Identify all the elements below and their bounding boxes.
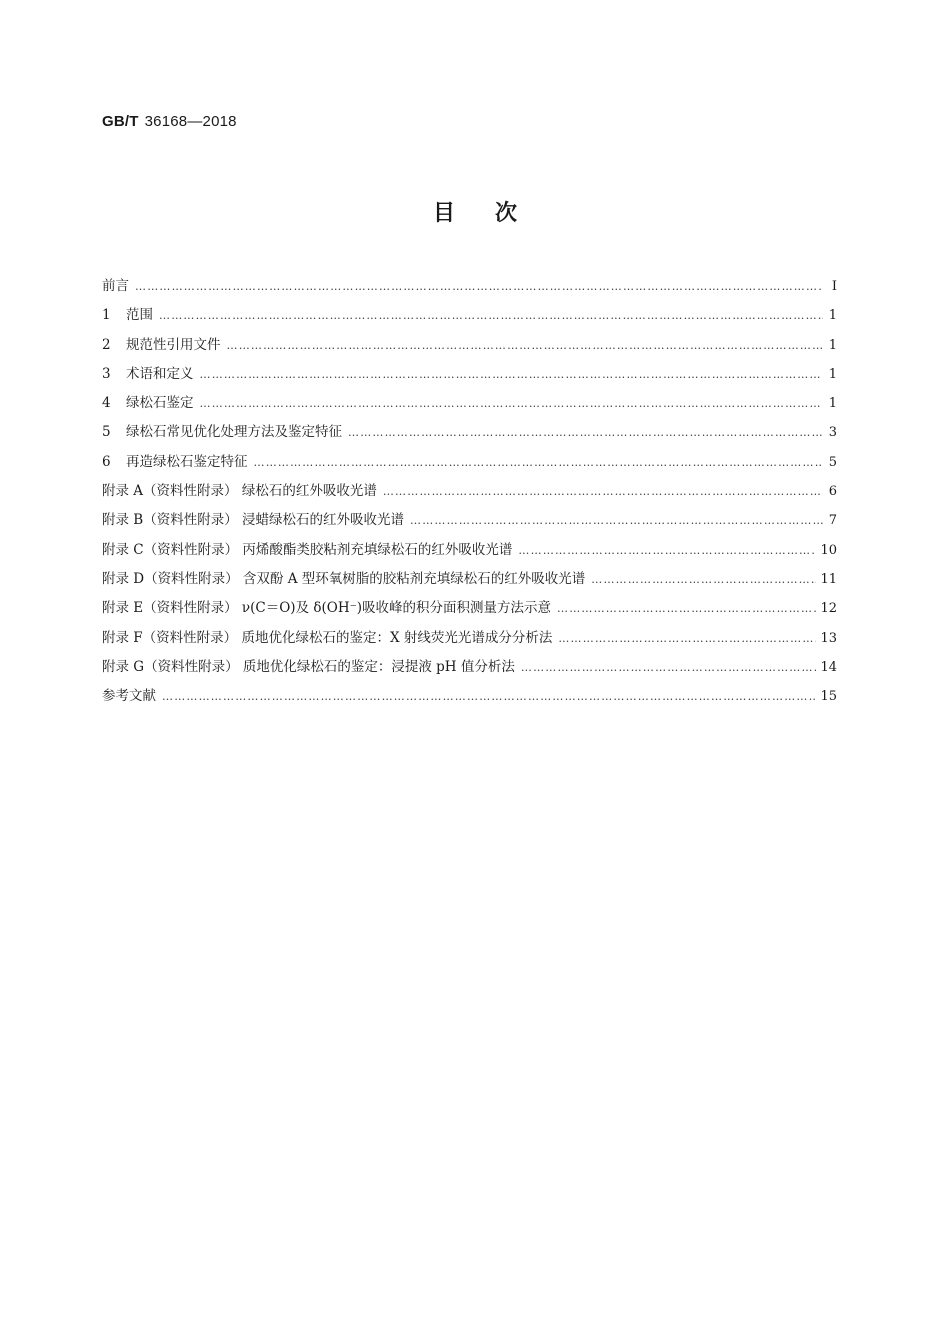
toc-page-number: 1	[828, 337, 837, 353]
toc-entry-reconstructed[interactable]	[102, 450, 837, 479]
toc-leader-dots	[410, 514, 823, 527]
toc-page-number: 5	[828, 454, 837, 470]
toc-leader-dots	[591, 573, 816, 586]
toc-section-number: 1	[102, 307, 111, 324]
toc-label: 附录 E（资料性附录） ν(C＝O)及 δ(OH⁻)吸收峰的积分面积测量方法示意	[102, 600, 551, 617]
toc-leader-dots	[557, 602, 816, 615]
toc-section-number: 4	[102, 395, 111, 412]
toc-leader-dots	[348, 426, 823, 439]
toc-leader-dots	[200, 368, 824, 381]
toc-entry-normative-references[interactable]	[102, 333, 837, 362]
toc-label: 附录 A（资料性附录） 绿松石的红外吸收光谱	[102, 483, 377, 500]
toc-entry-terms[interactable]	[102, 362, 837, 391]
toc-page-number: 13	[820, 630, 837, 646]
toc-page-number: 15	[820, 689, 837, 705]
toc-leader-dots	[518, 544, 816, 557]
table-of-contents	[102, 274, 837, 713]
toc-section-number: 2	[102, 336, 111, 353]
toc-page-number: 14	[820, 659, 837, 675]
toc-leader-dots	[521, 661, 817, 674]
toc-entry-treatment-methods[interactable]	[102, 420, 837, 449]
toc-leader-dots	[135, 280, 823, 293]
toc-page-number: 3	[828, 425, 837, 441]
toc-leader-dots	[162, 690, 816, 703]
toc-leader-dots	[159, 309, 823, 322]
toc-page-number: 1	[828, 396, 837, 412]
toc-label: 前言	[102, 278, 129, 294]
toc-leader-dots	[227, 339, 824, 352]
toc-leader-dots	[200, 397, 824, 410]
toc-label: 附录 B（资料性附录） 浸蜡绿松石的红外吸收光谱	[102, 512, 405, 529]
toc-label: 绿松石鉴定	[126, 395, 194, 412]
toc-entry-foreword[interactable]	[102, 274, 837, 303]
toc-label: 再造绿松石鉴定特征	[126, 453, 248, 470]
toc-entry-appendix-b[interactable]	[102, 508, 837, 537]
toc-page-number: 7	[828, 513, 837, 529]
toc-leader-dots	[254, 456, 824, 469]
toc-page-number: 6	[828, 484, 837, 500]
toc-section-number: 5	[102, 424, 111, 441]
toc-label: 参考文献	[102, 688, 156, 705]
toc-label: 附录 F（资料性附录） 质地优化绿松石的鉴定：X 射线荧光光谱成分分析法	[102, 629, 553, 646]
toc-page-number: 1	[828, 308, 837, 324]
page-title: 目次	[432, 201, 557, 226]
toc-entry-appendix-e[interactable]	[102, 596, 837, 625]
toc-entry-appendix-d[interactable]	[102, 567, 837, 596]
toc-entry-appendix-f[interactable]	[102, 626, 837, 655]
toc-section-number: 3	[102, 365, 111, 382]
toc-section-number: 6	[102, 453, 111, 470]
toc-page-number: 1	[828, 366, 837, 382]
standard-code	[102, 113, 237, 130]
toc-label: 附录 G（资料性附录） 质地优化绿松石的鉴定：浸提液 pH 值分析法	[102, 658, 515, 675]
toc-label: 附录 D（资料性附录） 含双酚 A 型环氧树脂的胶粘剂充填绿松石的红外吸收光谱	[102, 570, 586, 587]
toc-entry-appendix-a[interactable]	[102, 479, 837, 508]
standard-number: 36168—2018	[144, 113, 237, 130]
toc-entry-appendix-c[interactable]	[102, 538, 837, 567]
toc-page-number: 10	[820, 542, 837, 558]
toc-entry-scope[interactable]	[102, 303, 837, 332]
toc-label: 附录 C（资料性附录） 丙烯酸酯类胶粘剂充填绿松石的红外吸收光谱	[102, 541, 513, 558]
toc-leader-dots	[558, 632, 816, 645]
toc-page-number: 12	[820, 601, 837, 617]
toc-label: 规范性引用文件	[126, 336, 221, 353]
toc-label: 绿松石常见优化处理方法及鉴定特征	[126, 424, 342, 441]
toc-label: 术语和定义	[126, 365, 194, 382]
toc-entry-bibliography[interactable]	[102, 684, 837, 713]
toc-entry-appendix-g[interactable]	[102, 655, 837, 684]
standard-prefix: GB/T	[102, 113, 139, 130]
toc-leader-dots	[383, 485, 823, 498]
toc-entry-identification[interactable]	[102, 391, 837, 420]
toc-page-number: Ⅰ	[831, 279, 837, 294]
toc-label: 范围	[126, 307, 153, 324]
toc-page-number: 11	[820, 571, 837, 587]
